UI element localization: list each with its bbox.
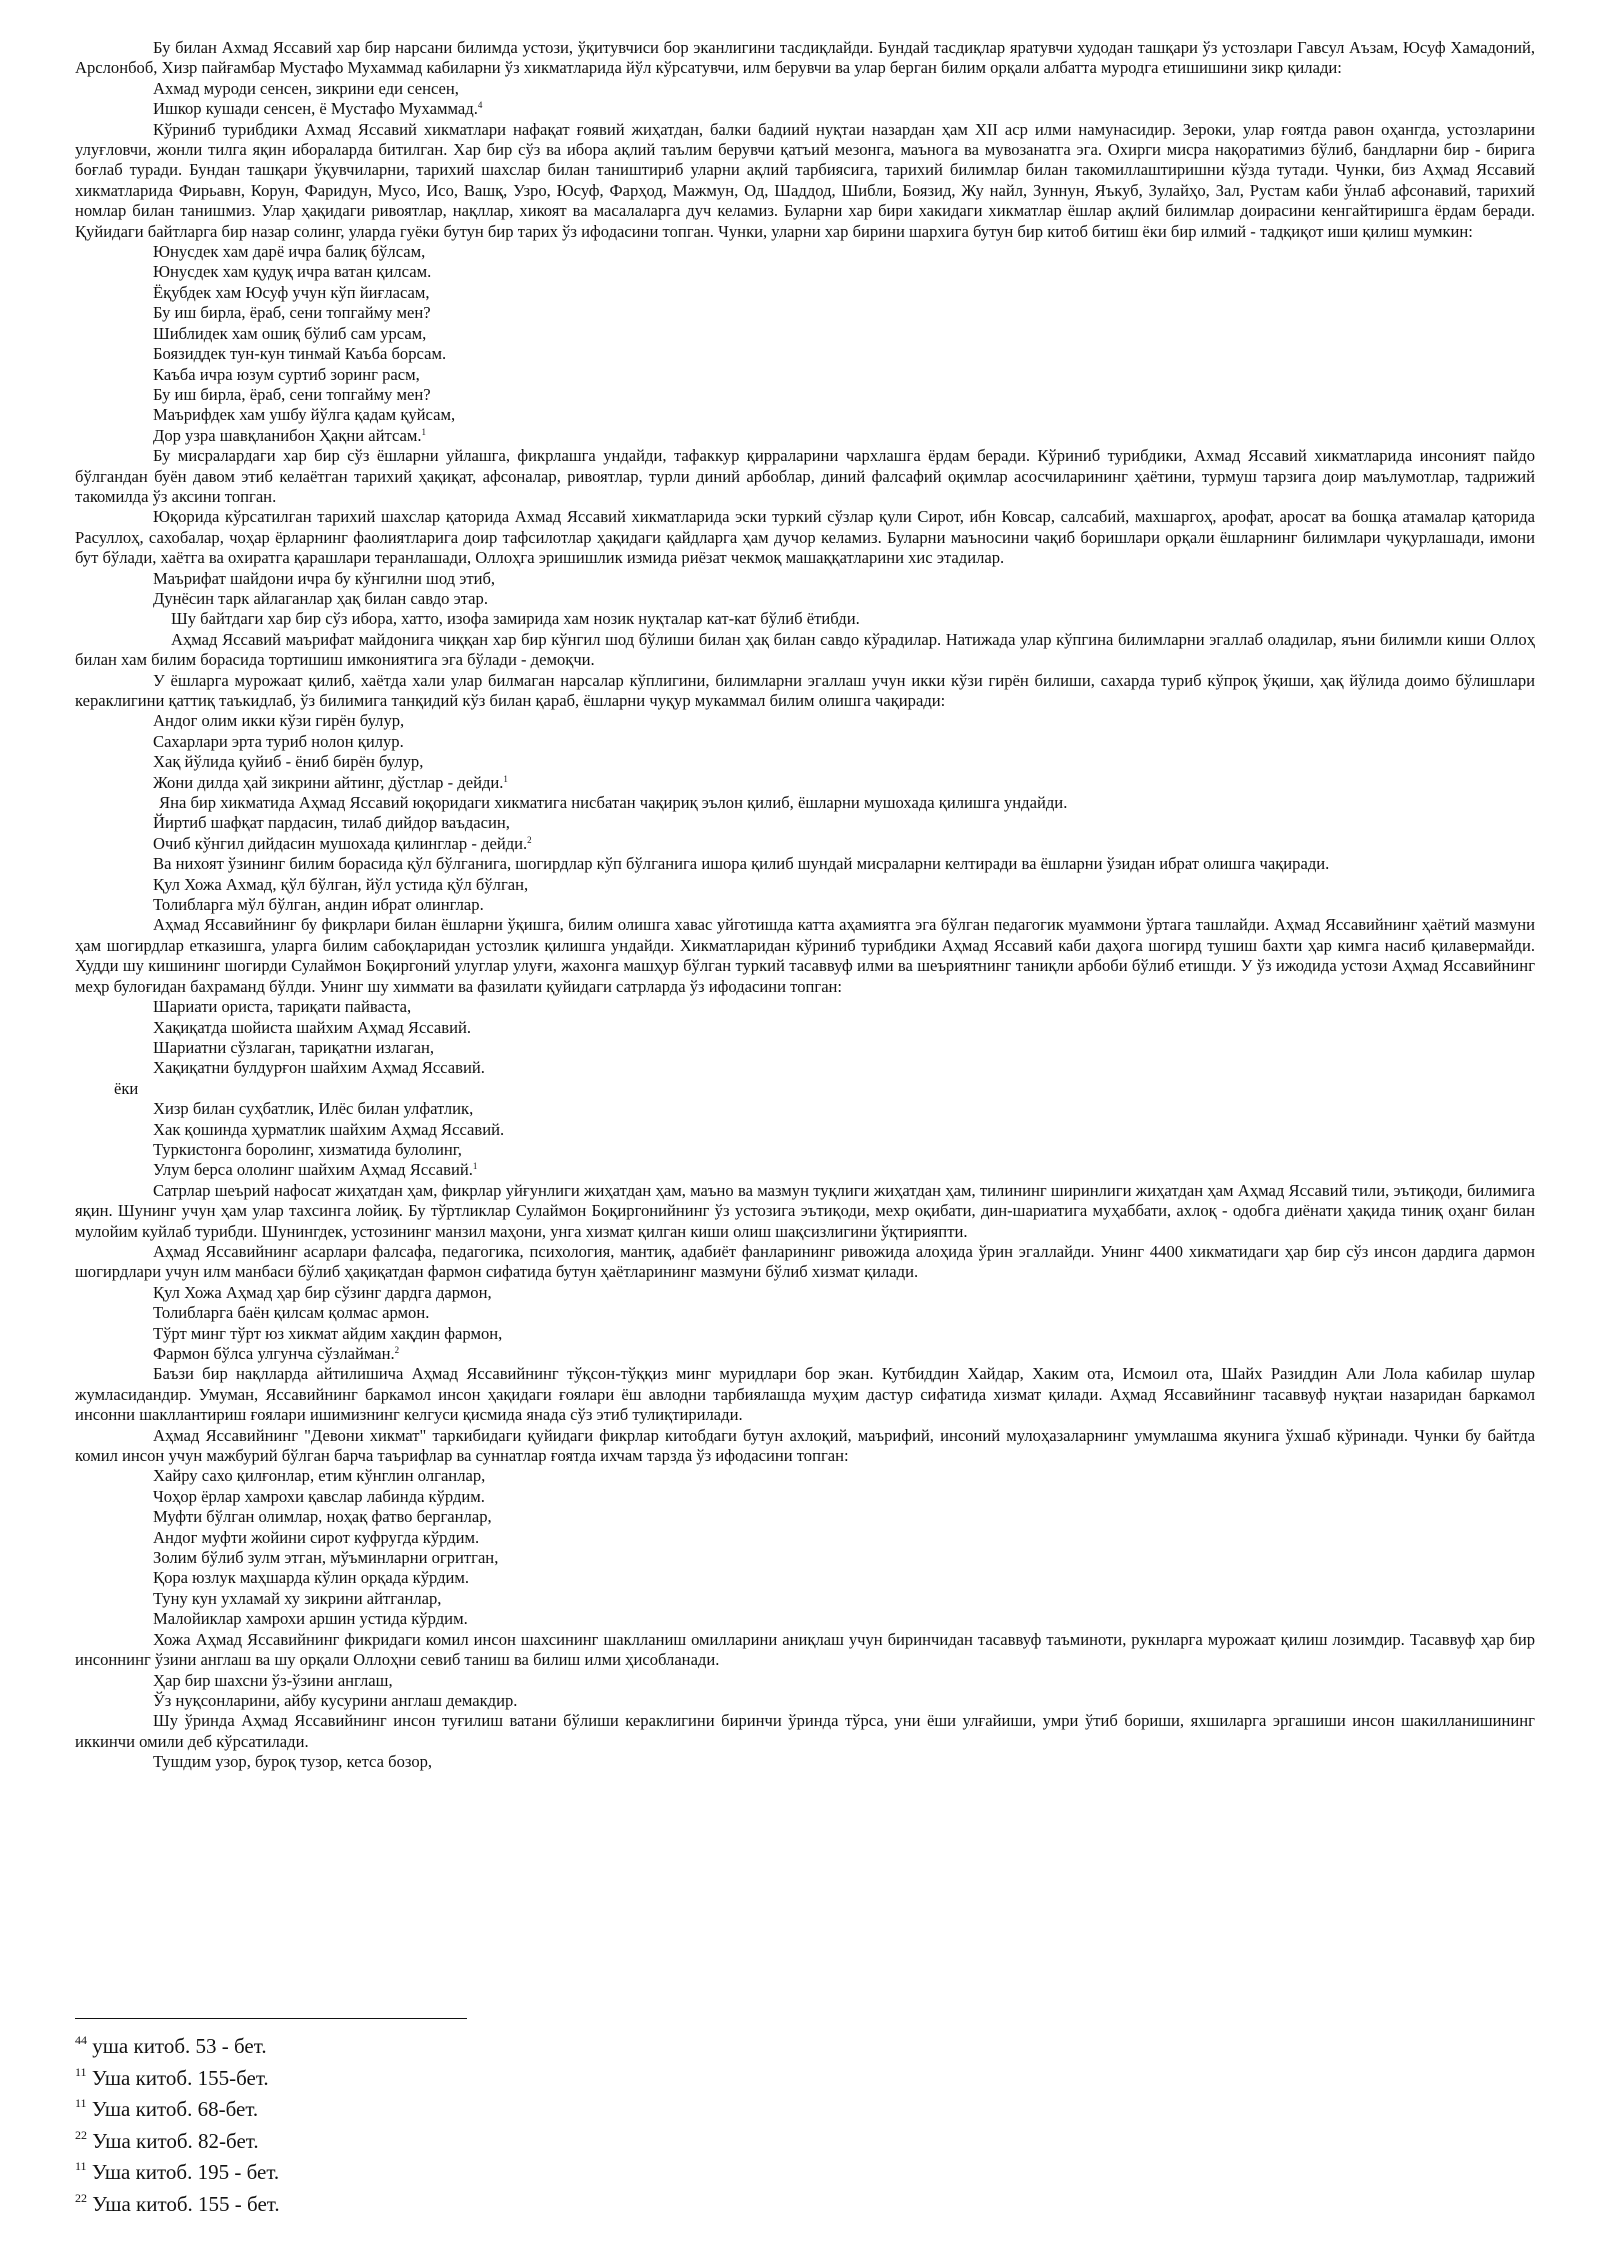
paragraph: Шу ўринда Аҳмад Яссавийнинг инсон туғилиш ватани бўлиши кераклигини биринчи ўринда тўрса, уни ёши улғайиши, умри ўтиб бориши, яхшиларга эргашиши инсон шакилланишининг иккинчи омили деб кўрсатилади. (75, 1711, 1535, 1751)
footnote (75, 2126, 280, 2158)
paragraph: Шу байтдаги хар бир сўз ибора, хатто, изофа замирида хам нозик нуқталар кат-кат бўлиб ётибди. (171, 609, 860, 629)
verse-line: Туркистонга боролинг, хизматида булолинг, (153, 1139, 462, 1159)
footnote-number: 11 (75, 2064, 87, 2079)
footnote-ref: 4 (477, 100, 483, 111)
verse-line: Қул Хожа Аҳмад ҳар бир сўзинг дардга дармон, (153, 1282, 492, 1302)
paragraph: Аҳмад Яссавийнинг асарлари фалсафа, педагогика, психология, мантиқ, адабиёт фанларининг ривожида алоҳида ўрин эгаллайди. Унинг 4400 хикматидаги ҳар бир сўз инсон дардига дармон шогирдлари учун илм манбаси бўлиб ҳақиқатдан фармон сифатида бутун ҳаётларининг мазмуни бўлиб хизмат қилади. (75, 1241, 1535, 1282)
paragraph: Яна бир хикматида Аҳмад Яссавий юқоридаги хикматига нисбатан чақириқ эълон қилиб, ёшларни мушохада қилишга ундайди. (159, 793, 1068, 813)
footnote-number: 22 (75, 2190, 87, 2205)
verse-line: Хизр билан суҳбатлик, Илёс билан улфатлик, (153, 1099, 474, 1119)
footnote (75, 2063, 280, 2095)
verse-line: Очиб кўнгил дийдасин мушохада қилинглар - дейди.$^2$ (153, 833, 532, 853)
verse-line: Шиблидек хам ошиқ бўлиб сам урсам, (153, 323, 427, 343)
paragraph: Кўриниб турибдики Ахмад Яссавий хикматлари нафақат ғоявий жиҳатдан, балки бадиий нуқтаи назардан ҳам XII аср илми намунасидир. Зероки, улар ғоятда равон оҳангда, устозларини улуғловчи, жонли тилга яқин ибораларда битилган. Хар бир сўз ва ибора ақлий таълим берувчи қатъий мезонга, маънога ва мувозанатга эга. Охирги мисра нақоратимиз бўлиб, бандларни бир - бирига боғлаб туради. Бундан ташқари ўқувчиларни, тарихий шахслар билан таништириб уларни ақлий тарбиясига, тарихий билимлар билан такомиллаштиришни кўзда тутади. Чунки, биз Аҳмад Яссавий хикматларида Фирьавн, Корун, Фаридун, Мусо, Исо, Вашқ, Узро, Юсуф, Фарҳод, Мажмун, Од, Шаддод, Шибли, Боязид, Жу найл, Зуннун, Яъкуб, Зулайҳо, Зал, Рустам каби ўнлаб афсонавий, тарихий номлар билан танишмиз. Улар ҳақидаги ривоятлар, нақллар, хикоят ва масалаларга дуч келамиз. Буларни хар бири хакидаги хикматлар ёшлар ақлий билимлар доирасини кенгайтиришга ёрдам беради. Қуйидаги байтларга бир назар солинг, уларда гуёки бутун бир тарих ўз ифодасини топган. Чунки, уларни хар бирини шархига бутун бир китоб битиш ёки бир илмий - тадқиқот иши қилиш мумкин: (75, 119, 1535, 241)
verse-line: Андог олим икки кўзи гирён булур, (153, 711, 405, 731)
footnotes (75, 2031, 280, 2220)
footnote-number: 44 (75, 2033, 87, 2047)
verse-line: Жони дилда ҳай зикрини айтинг, дўстлар - дейди.$^1$ (153, 772, 508, 792)
footnote-number: 11 (75, 2096, 87, 2110)
verse-line: Ахмад муроди сенсен, зикрини еди сенсен, (153, 78, 459, 98)
footnote-separator (75, 2018, 467, 2019)
verse-line: Ишкор кушади сенсен, ё Мустафо Мухаммад.$^4$ (153, 99, 483, 119)
paragraph: Хожа Аҳмад Яссавийнинг фикридаги комил инсон шахсининг шаклланиш омилларини аниқлаш учун биринчидан тасаввуф таъминоти, рукнларга мурожаат қилиш лозимдир. Тасаввуф ҳар бир инсоннинг ўзини англаш ва шу орқали Оллоҳни севиб таниш ва билиш илми ҳисобланади. (75, 1629, 1535, 1670)
verse-line: Улум берса ололинг шайхим Аҳмад Яссавий.$^1$ (153, 1160, 478, 1180)
footnote-text: уша китоб. 53 - бет. (92, 2034, 267, 2058)
verse-line: Каъба ичра юзум суртиб зоринг расм, (153, 364, 420, 384)
verse-line: Тушдим узор, буроқ тузор, кетса бозор, (153, 1752, 433, 1772)
document-body (75, 38, 1535, 1773)
verse-line: Туну кун ухламай ху зикрини айтганлар, (153, 1588, 442, 1608)
footnote (75, 2189, 280, 2221)
verse-line: Шариатни сўзлаган, тариқатни излаган, (153, 1037, 435, 1057)
verse-line: Маърифдек хам ушбу йўлга қадам қуйсам, (153, 405, 456, 425)
footnote-ref: 1 (421, 426, 427, 437)
verse-line: Хак қошинда ҳурматлик шайхим Аҳмад Яссавий. (153, 1119, 505, 1139)
footnote-ref: 1 (472, 1161, 478, 1172)
footnote-text: Уша китоб. 82-бет. (92, 2128, 259, 2153)
paragraph: Сатрлар шеърий нафосат жиҳатдан ҳам, фикрлар уйғунлиги жиҳатдан ҳам, маъно ва мазмун туқлиги жиҳатдан ҳам, тилининг ширинлиги жиҳатдан ҳам Аҳмад Яссавий тили, эътиқоди, билимига яқин. Шунинг учун ҳам улар тахсинга лойиқ. Бу тўртликлар Сулаймон Боқиргонийнинг ўз устозига эътиқоди, мехр оқибати, дин-шариатига муҳаббати, ахлоқ - одобга диёнати ҳақида тиниқ оҳанг билан мулойим куйлаб турибди. Шунингдек, устозининг манзил маҳони, унга хизмат қилган киши олиш шақсизлигини ўқтирияпти. (75, 1180, 1535, 1241)
paragraph: У ёшларга мурожаат қилиб, хаётда хали улар билмаган нарсалар кўплигини, билимларни эгаллаш учун икки кўзи гирён билиши, сахарда туриб кўпроқ ўқиши, ҳақ йўлида доимо бўлишлари кераклигини қаттиқ таъкидлаб, ўз билимига танқидий кўз билан қараб, ёшларни чуқур мукаммал билим олишга чақиради: (75, 670, 1535, 710)
verse-line: Фармон бўлса улгунча сўзлайман.$^2$ (153, 1344, 400, 1363)
verse-line: Тўрт минг тўрт юз хикмат айдим хақдин фармон, (153, 1323, 503, 1343)
verse-line: Маърифат шайдони ичра бу кўнгилни шод этиб, (153, 568, 496, 588)
footnote-text: Уша китоб. 155-бет. (91, 2065, 269, 2090)
footnote-text: Уша китоб. 155 - бет. (92, 2191, 280, 2216)
verse-line: Юнусдек хам қудуқ ичра ватан қилсам. (153, 262, 432, 282)
verse-line: Юнусдек хам дарё ичра балиқ бўлсам, (153, 242, 426, 262)
footnote (75, 2157, 280, 2189)
verse-line: Йиртиб шафқат пардасин, тилаб дийдор ваъдасин, (153, 813, 510, 833)
footnote-ref: 2 (394, 1345, 400, 1355)
verse-line: Толибларга мўл бўлган, андин ибрат олинглар. (153, 895, 484, 915)
footnote-number: 22 (75, 2127, 87, 2142)
paragraph: Бу билан Ахмад Яссавий хар бир нарсани билимда устози, ўқитувчиси бор эканлигини тасдиқлайди. Бундай тасдиқлар яратувчи худодан ташқари ўз устозлари Гавсул Аъзам, Юсуф Хамадоний, Арслонбоб, Хизр пайғамбар Мустафо Мухаммад кабиларни ўз хикматларида йўл кўрсатувчи, илм берувчи ва улар берган билим орқали албатта муродга етишишини зикр қилади: (75, 38, 1535, 78)
footnote (75, 2031, 280, 2063)
footnote-text: Уша китоб. 68-бет. (91, 2097, 259, 2121)
verse-line: Малойиклар хамрохи аршин устида кўрдим. (153, 1609, 468, 1629)
paragraph: Аҳмад Яссавий маърифат майдонига чиққан хар бир кўнгил шод бўлиши билан ҳақ билан савдо кўрадилар. Натижада улар кўпгина билимларни эгаллаб оладилар, яъни билимли киши Оллоҳ билан хам билим борасида тортишиш имкониятига эга бўлади - демоқчи. (75, 629, 1535, 670)
verse-line: Толибларга баён қилсам қолмас армон. (153, 1303, 430, 1323)
verse-line: Боязиддек тун-кун тинмай Каъба борсам. (153, 344, 447, 364)
verse-line: Хақиқатда шойиста шайхим Аҳмад Яссавий. (153, 1017, 472, 1037)
paragraph: Ва нихоят ўзининг билим борасида қўл бўлганига, шогирдлар кўп бўлганига ишора қилиб шундай мисраларни келтиради ва ёшларни ўзидан ибрат олишга чақиради. (153, 854, 1330, 874)
footnote-number: 11 (75, 2159, 87, 2173)
verse-line: Дор узра шавқланибон Ҳақни айтсам.$^1$ (153, 425, 427, 445)
verse-line: Золим бўлиб зулм этган, мўъминларни огритган, (153, 1548, 499, 1568)
verse-line: Сахарлари эрта туриб нолон қилур. (153, 731, 404, 751)
verse-line: Ҳар бир шахсни ўз-ўзини англаш, (153, 1670, 393, 1690)
paragraph: Аҳмад Яссавийнинг бу фикрлари билан ёшларни ўқишга, билим олишга хавас уйготишда катта аҳамиятга эга бўлган педагогик муаммони ўртага ташлайди. Аҳмад Яссавийнинг ҳаётий мазмуни ҳам шогирдлар етказишга, уларга билим сабоқларидан устозлик қилишга ундайди. Хикматларидан кўриниб турибдики Аҳмад Яссавий каби даҳога шогирд тушиш бахти ҳар кимга насиб қилавермайди. Худди шу кишининг шогирди Сулаймон Боқиргоний улуглар улуғи, жахонга машҳур бўлган туркий тасаввуф илми ва шеъриятнинг таниқли арбоби бўлиб етишди. У ўз ижодида устози Аҳмад Яссавийнинг меҳр булоғидан бахраманд бўлди. Унинг шу химмати ва фазилати қуйидаги сатрларда ўз ифодасини топган: (75, 915, 1535, 996)
connector-word: ёки (114, 1078, 139, 1098)
verse-line: Шариати ориста, тариқати пайваста, (153, 997, 412, 1017)
verse-line: Муфти бўлган олимлар, ноҳақ фатво берганлар, (153, 1507, 492, 1527)
footnote-ref: 1 (503, 773, 508, 784)
verse-line: Чоҳор ёрлар хамрохи қавслар лабинда кўрдим. (153, 1486, 485, 1506)
verse-line: Бу иш бирла, ёраб, сени топгайму мен? (153, 384, 431, 404)
paragraph: Аҳмад Яссавийнинг "Девони хикмат" таркибидаги қуйидаги фикрлар китобдаги бутун ахлоқий, маърифий, инсоний мулоҳазаларнинг умумлашма якунига ўхшаб кўринади. Чунки бу байтда комил инсон учун мажбурий бўлган барча таърифлар ва суннатлар ғоятда ихчам тарзда ўз ифодасини топган: (75, 1425, 1535, 1466)
verse-line: Хақ йўлида қуйиб - ёниб бирён булур, (153, 752, 424, 772)
verse-line: Дунёсин тарк айлаганлар ҳақ билан савдо этар. (153, 588, 488, 608)
verse-line: Қора юзлук маҳшарда кўлин орқада кўрдим. (153, 1568, 470, 1588)
verse-line: Бу иш бирла, ёраб, сени топгайму мен? (153, 303, 431, 323)
paragraph: Бу мисралардаги хар бир сўз ёшларни уйлашга, фикрлашга ундайди, тафаккур қирраларини чархлашга ёрдам беради. Кўриниб турибдики, Ахмад Яссавий хикматларида инсоният пайдо бўлгандан буён давом этиб келаётган тарихий ҳақиқат, афсоналар, ривоятлар, турли диний арбоблар, диний фалсафий оқимлар асосчиларининг ҳаётини, турмуш тарзига доир маълумотлар, тадрижий такомилда ўз аксини топган. (75, 446, 1535, 506)
paragraph: Юқорида кўрсатилган тарихий шахслар қаторида Ахмад Яссавий хикматларида эски туркий сўзлар қули Сирот, ибн Ковсар, салсабий, махшаргоҳ, арофат, аросат ва бошқа атамалар қаторида Расуллоҳ, сахобалар, чоҳар ёрларнинг фаолиятларига доир тафсилотлар ҳақидаги қайдларга ҳам дучор келамиз. Буларни маъносини чақиб боришлари орқали ёшларнинг билимлари чуқурлашади, имони бут бўлади, хаётга ва охиратга қарашлари теранлашади, Оллоҳга эришишлик измида риёзат чекмоқ машаққатларини хис этадилар. (75, 507, 1535, 568)
paragraph: Баъзи бир нақлларда айтилишича Аҳмад Яссавийнинг тўқсон-тўққиз минг муридлари бор экан. Кутбиддин Хайдар, Хаким ота, Исмоил ота, Шайх Разиддин Али Лола кабилар шулар жумласидандир. Умуман, Яссавийнинг баркамол инсон ҳақидаги ғоялари ёш авлодни тарбиялашда муҳим дастур сифатида хизмат қилади. Аҳмад Яссавийнинг тасаввуф нуқтаи назаридан баркамол инсонни шакллантириш ғоялари ишимизнинг келгуси қисмида янада сўз этиб тулиқтирилади. (75, 1364, 1535, 1425)
footnote (75, 2094, 280, 2126)
verse-line: Қул Хожа Ахмад, қўл бўлган, йўл устида қўл бўлган, (153, 874, 529, 894)
verse-line: Андог муфти жойини сирот куфругда кўрдим. (153, 1527, 480, 1547)
verse-line: Хақиқатни булдурғон шайхим Аҳмад Яссавий. (153, 1058, 485, 1078)
verse-line: Хайру сахо қилғонлар, етим кўнглин олганлар, (153, 1466, 486, 1486)
footnote-text: Уша китоб. 195 - бет. (91, 2160, 280, 2184)
footnote-ref: 2 (527, 834, 532, 845)
verse-line: Ёқубдек хам Юсуф учун кўп йиғласам, (153, 282, 430, 302)
verse-line: Ўз нуқсонларини, айбу кусурини англаш демакдир. (153, 1690, 518, 1710)
